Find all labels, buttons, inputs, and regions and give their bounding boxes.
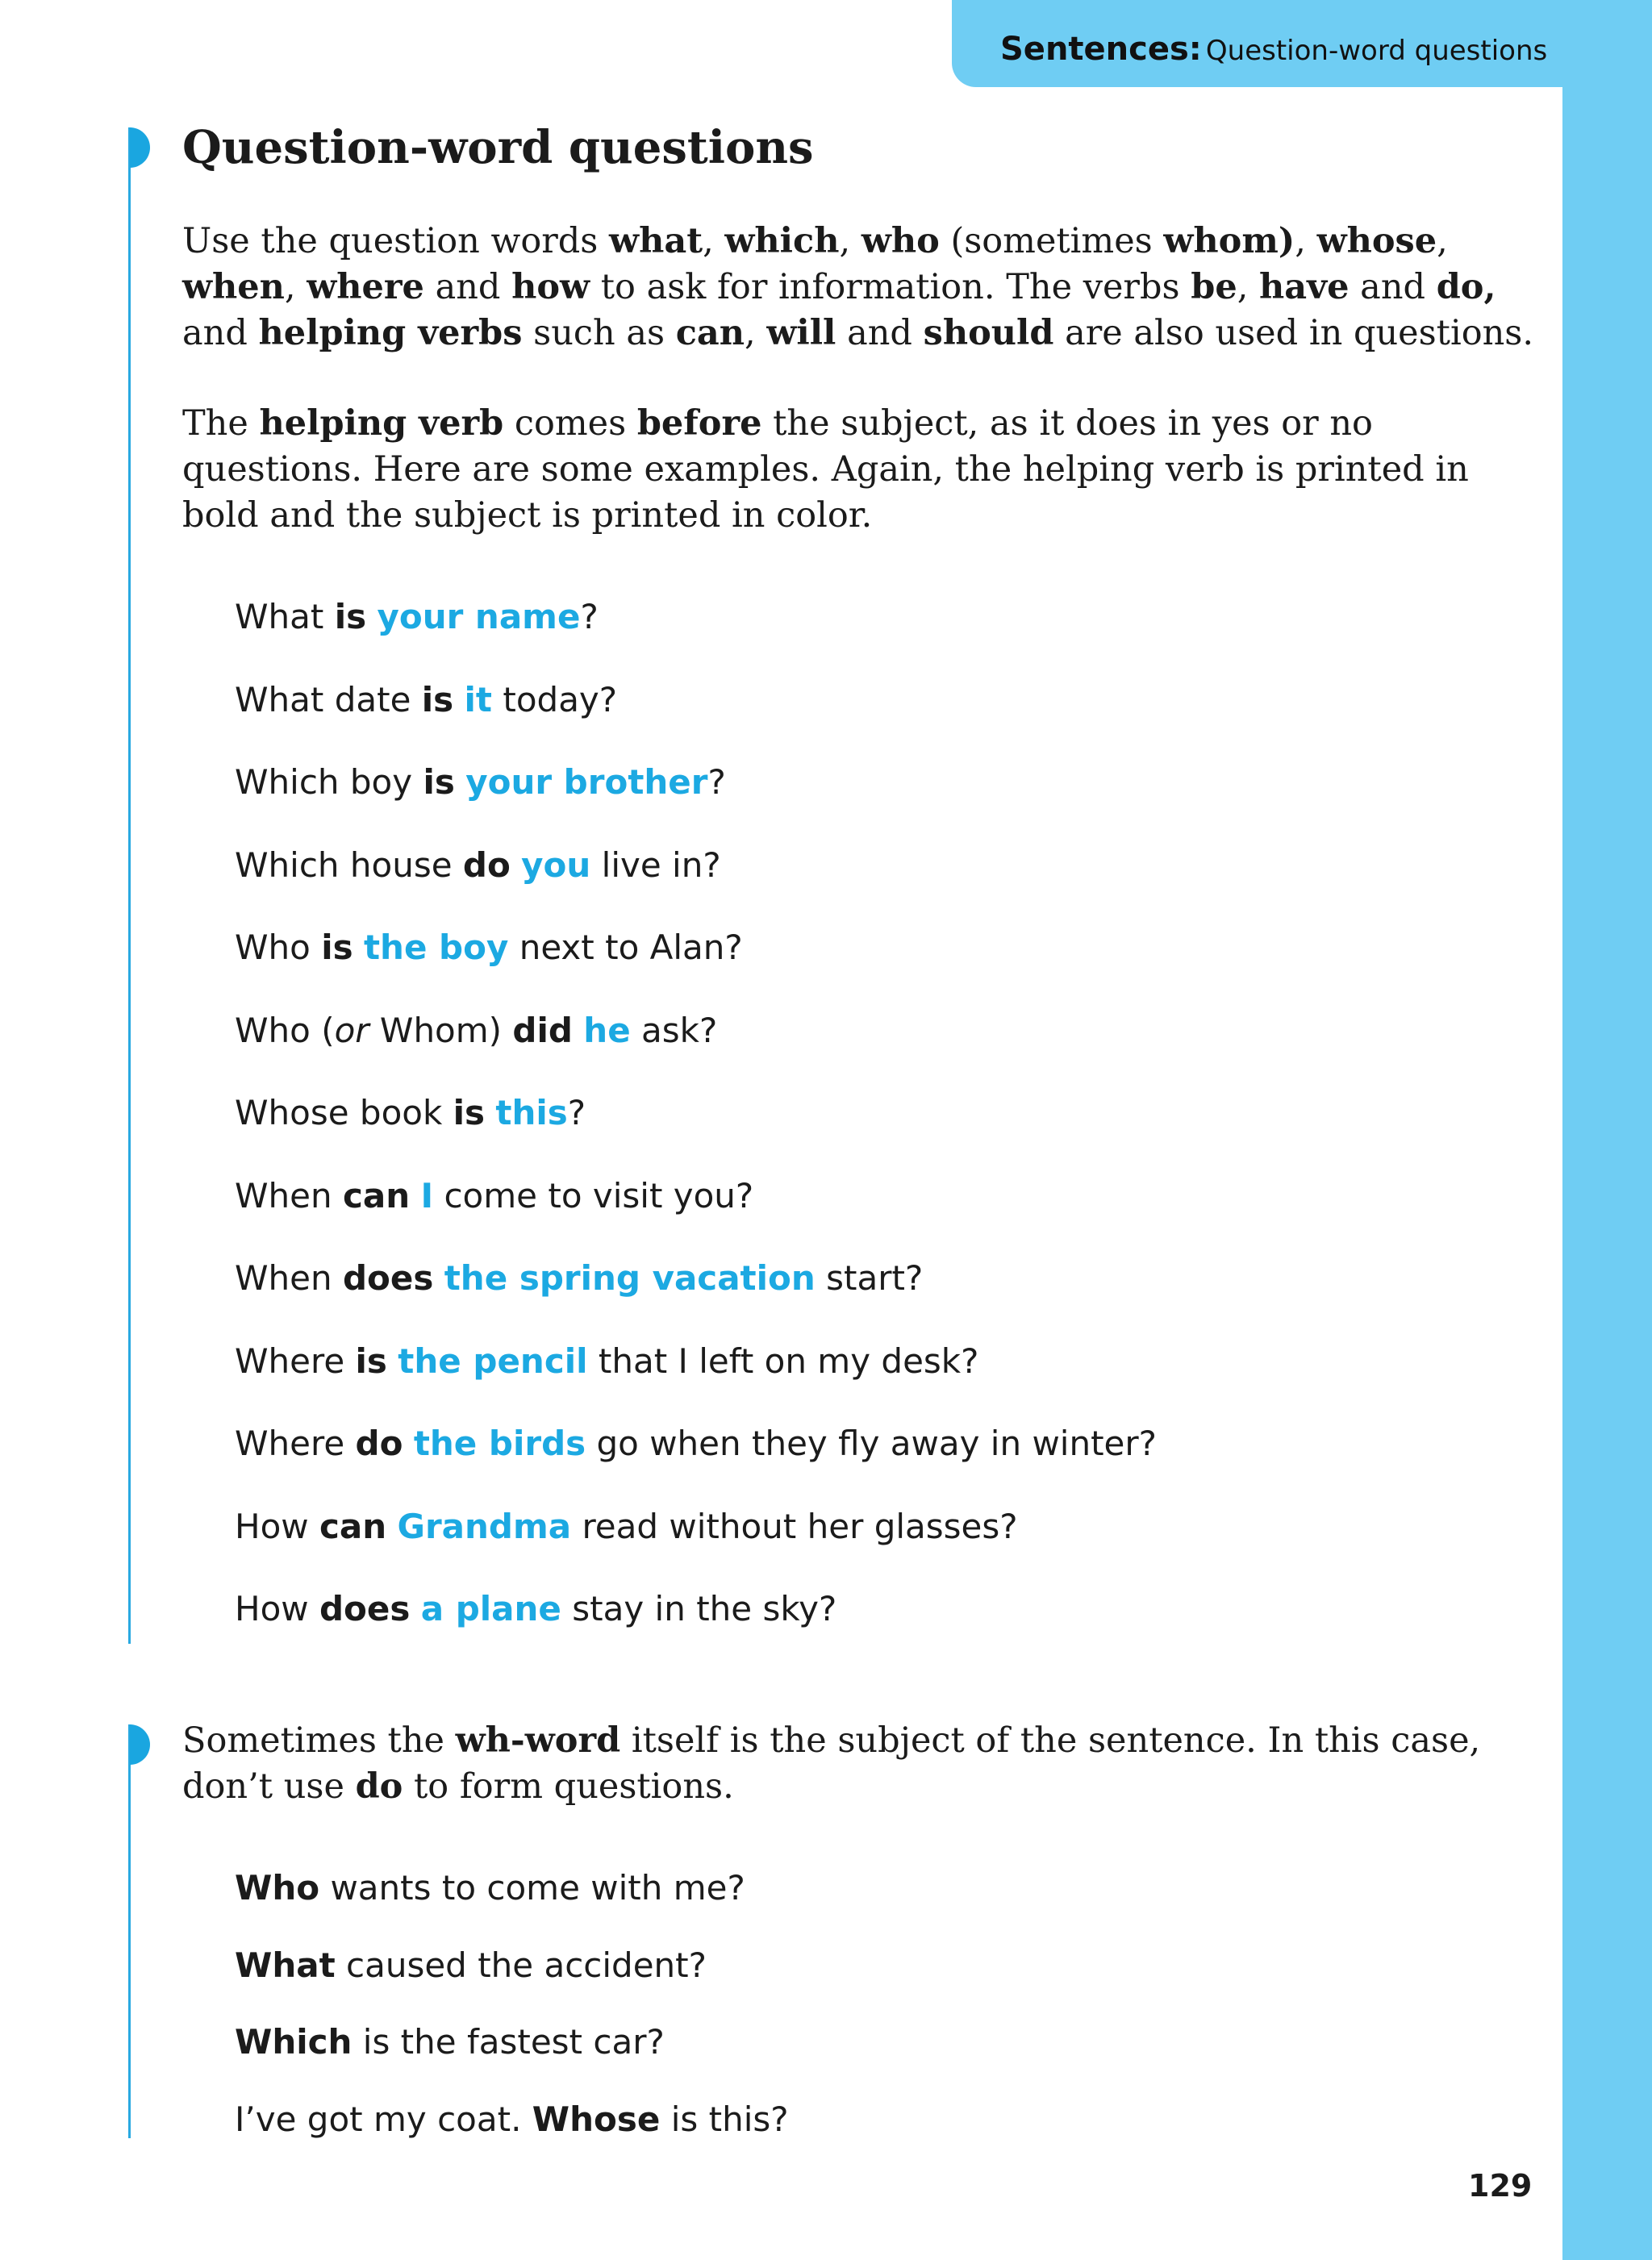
- text-run: Who: [235, 928, 322, 967]
- text-run: [387, 1341, 398, 1381]
- helping-verb: do: [462, 844, 511, 885]
- text-run: read without her glasses?: [571, 1506, 1018, 1546]
- section-rule: [128, 127, 131, 1644]
- intro-paragraph: [182, 219, 1537, 357]
- subject-note-paragraph: [182, 1718, 1537, 1810]
- subject-highlight: I: [420, 1175, 434, 1215]
- text-run: [410, 1176, 420, 1215]
- subject-highlight: Grandma: [397, 1506, 572, 1546]
- helping-verb: Who: [235, 1868, 320, 1908]
- text-run: The: [182, 403, 260, 444]
- example-question: [235, 1176, 753, 1216]
- text-run: [455, 762, 465, 802]
- example-question: [235, 1093, 586, 1133]
- bold-term: who: [861, 221, 940, 261]
- text-run: is the fastest car?: [352, 2022, 665, 2062]
- bold-term: whom): [1163, 221, 1295, 261]
- example-question: [235, 1011, 717, 1051]
- text-run: ,: [1437, 221, 1448, 261]
- text-run: I’ve got my coat.: [235, 2099, 532, 2139]
- subject-highlight: the pencil: [398, 1341, 588, 1381]
- text-run: [366, 597, 377, 636]
- text-run: [403, 1424, 413, 1463]
- text-run: are also used in questions.: [1053, 313, 1534, 353]
- example-question: [235, 597, 599, 637]
- bold-term: will: [766, 313, 836, 353]
- text-run: go when they fly away in winter?: [586, 1424, 1157, 1463]
- bold-term: be: [1191, 267, 1237, 307]
- text-run: Where: [235, 1341, 356, 1381]
- text-run: ,: [1295, 221, 1317, 261]
- text-run: to form questions.: [403, 1766, 734, 1807]
- bold-term: helping verbs: [258, 313, 523, 353]
- helping-verb: is: [355, 1341, 387, 1381]
- text-run: ?: [707, 762, 726, 802]
- bold-term: whose: [1316, 221, 1437, 261]
- section-header-tab: [952, 0, 1562, 87]
- subject-highlight: your brother: [465, 762, 708, 802]
- text-run: ,: [284, 267, 307, 307]
- text-run: wants to come with me?: [319, 1868, 745, 1908]
- text-run: What date: [235, 679, 422, 719]
- helping-verb: do: [355, 1424, 403, 1463]
- helping-verb: does: [319, 1589, 411, 1628]
- subject-highlight: he: [583, 1010, 631, 1050]
- text-run: the subject, as it does in yes or no questions. Here are some examples. Again, the helping verb is printed in bold and the subject is printed in color.: [182, 403, 1469, 536]
- helping-verb: Which: [235, 2022, 353, 2062]
- text-run: caused the accident?: [335, 1945, 707, 1985]
- bold-term: where: [307, 267, 424, 307]
- text-run: to ask for information. The verbs: [590, 267, 1191, 307]
- example-question: [235, 1589, 836, 1629]
- text-run: [511, 845, 521, 885]
- text-run: that I left on my desk?: [587, 1341, 979, 1381]
- helping-verb: is: [421, 679, 454, 719]
- helping-verb-paragraph: [182, 401, 1537, 539]
- text-run: When: [235, 1258, 343, 1298]
- example-question: [235, 1507, 1018, 1547]
- bold-term: which: [724, 221, 840, 261]
- text-run: ,: [745, 313, 767, 353]
- text-run: [453, 680, 464, 719]
- text-run: What: [235, 597, 335, 636]
- text-run: [386, 1507, 397, 1546]
- text-run: Where: [235, 1424, 356, 1463]
- example-question: [235, 762, 726, 803]
- helping-verb: is: [321, 928, 353, 967]
- text-run: Which house: [235, 844, 463, 885]
- subject-highlight: you: [521, 844, 591, 885]
- page-number: 129: [1468, 2168, 1533, 2204]
- example-question: [235, 1945, 707, 1986]
- helping-verb: does: [342, 1258, 434, 1298]
- helping-verb: can: [319, 1506, 387, 1546]
- bold-term: what: [609, 221, 703, 261]
- text-run: [573, 1011, 583, 1050]
- text-run: start?: [815, 1258, 924, 1298]
- example-question: [235, 680, 617, 720]
- example-question: [235, 928, 743, 968]
- text-run: stay in the sky?: [561, 1589, 837, 1628]
- text-run: ,: [839, 221, 861, 261]
- bold-term: can: [675, 313, 745, 353]
- helping-verb: can: [342, 1175, 411, 1215]
- example-question: [235, 1424, 1157, 1464]
- text-run: and: [836, 313, 924, 353]
- example-question: [235, 845, 721, 886]
- section-marker-2: [130, 1724, 150, 1765]
- text-run: ,: [1237, 267, 1260, 307]
- text-run: How: [235, 1506, 319, 1546]
- subject-highlight: a plane: [420, 1589, 561, 1628]
- bold-term: how: [511, 267, 590, 307]
- bold-term: when: [182, 267, 285, 307]
- text-run: and: [1349, 267, 1437, 307]
- bold-term: have: [1259, 267, 1350, 307]
- text-run: ?: [567, 1093, 586, 1132]
- section-name: Sentences:: [1000, 31, 1202, 68]
- example-question: [235, 1258, 923, 1299]
- side-color-strip: [1562, 0, 1652, 2260]
- text-run: and: [182, 313, 259, 353]
- helping-verb: did: [512, 1010, 573, 1050]
- text-run: [353, 928, 364, 967]
- section-marker: [130, 127, 150, 168]
- helping-verb: is: [334, 597, 367, 636]
- text-run: is this?: [660, 2099, 789, 2139]
- text-run: such as: [522, 313, 676, 353]
- text-run: Which boy: [235, 762, 423, 802]
- text-run: Sometimes the: [182, 1720, 456, 1761]
- helping-verb: What: [235, 1945, 336, 1985]
- bold-term: before: [636, 403, 762, 444]
- bold-term: helping verb: [259, 403, 504, 444]
- section-rule-2: [128, 1724, 131, 2138]
- text-run: ?: [580, 597, 599, 636]
- section-header: [1000, 31, 1547, 68]
- helping-verb: is: [453, 1093, 486, 1132]
- text-run: When: [235, 1175, 343, 1215]
- text-run: and: [423, 267, 512, 307]
- text-run: Whose book: [235, 1093, 453, 1132]
- text-run: Whom): [369, 1010, 513, 1050]
- text-run: [433, 1258, 444, 1298]
- example-question: [235, 1868, 745, 1908]
- bold-term: should: [923, 313, 1054, 353]
- helping-verb: Whose: [532, 2099, 661, 2139]
- text-run: Who (: [235, 1010, 335, 1050]
- subject-highlight: this: [495, 1093, 568, 1132]
- text-run: [410, 1589, 420, 1628]
- text-run: How: [235, 1589, 319, 1628]
- text-run: today?: [492, 679, 618, 719]
- italic-text: or: [334, 1010, 369, 1050]
- text-run: (sometimes: [939, 221, 1164, 261]
- example-question: [235, 1341, 978, 1382]
- text-run: [485, 1093, 495, 1132]
- subject-highlight: it: [464, 679, 493, 719]
- subject-highlight: your name: [377, 597, 581, 636]
- section-topic: Question-word questions: [1205, 35, 1548, 67]
- bold-term: wh-word: [455, 1720, 621, 1761]
- subject-highlight: the birds: [413, 1424, 586, 1463]
- subject-highlight: the boy: [363, 928, 509, 967]
- text-run: comes: [503, 403, 637, 444]
- text-run: ,: [703, 221, 725, 261]
- text-run: itself is the subject of the sentence. In this case, don’t use: [182, 1720, 1481, 1807]
- page-title: Question-word questions: [182, 121, 814, 174]
- text-run: live in?: [590, 844, 721, 885]
- bold-term: do,: [1436, 267, 1496, 307]
- bold-term: do: [355, 1766, 403, 1807]
- text-run: come to visit you?: [433, 1175, 754, 1215]
- helping-verb: is: [423, 762, 455, 802]
- text-run: next to Alan?: [508, 928, 743, 967]
- example-question: [235, 2099, 789, 2140]
- text-run: Use the question words: [182, 221, 610, 261]
- example-question: [235, 2022, 665, 2062]
- text-run: ask?: [630, 1010, 718, 1050]
- subject-highlight: the spring vacation: [444, 1258, 816, 1298]
